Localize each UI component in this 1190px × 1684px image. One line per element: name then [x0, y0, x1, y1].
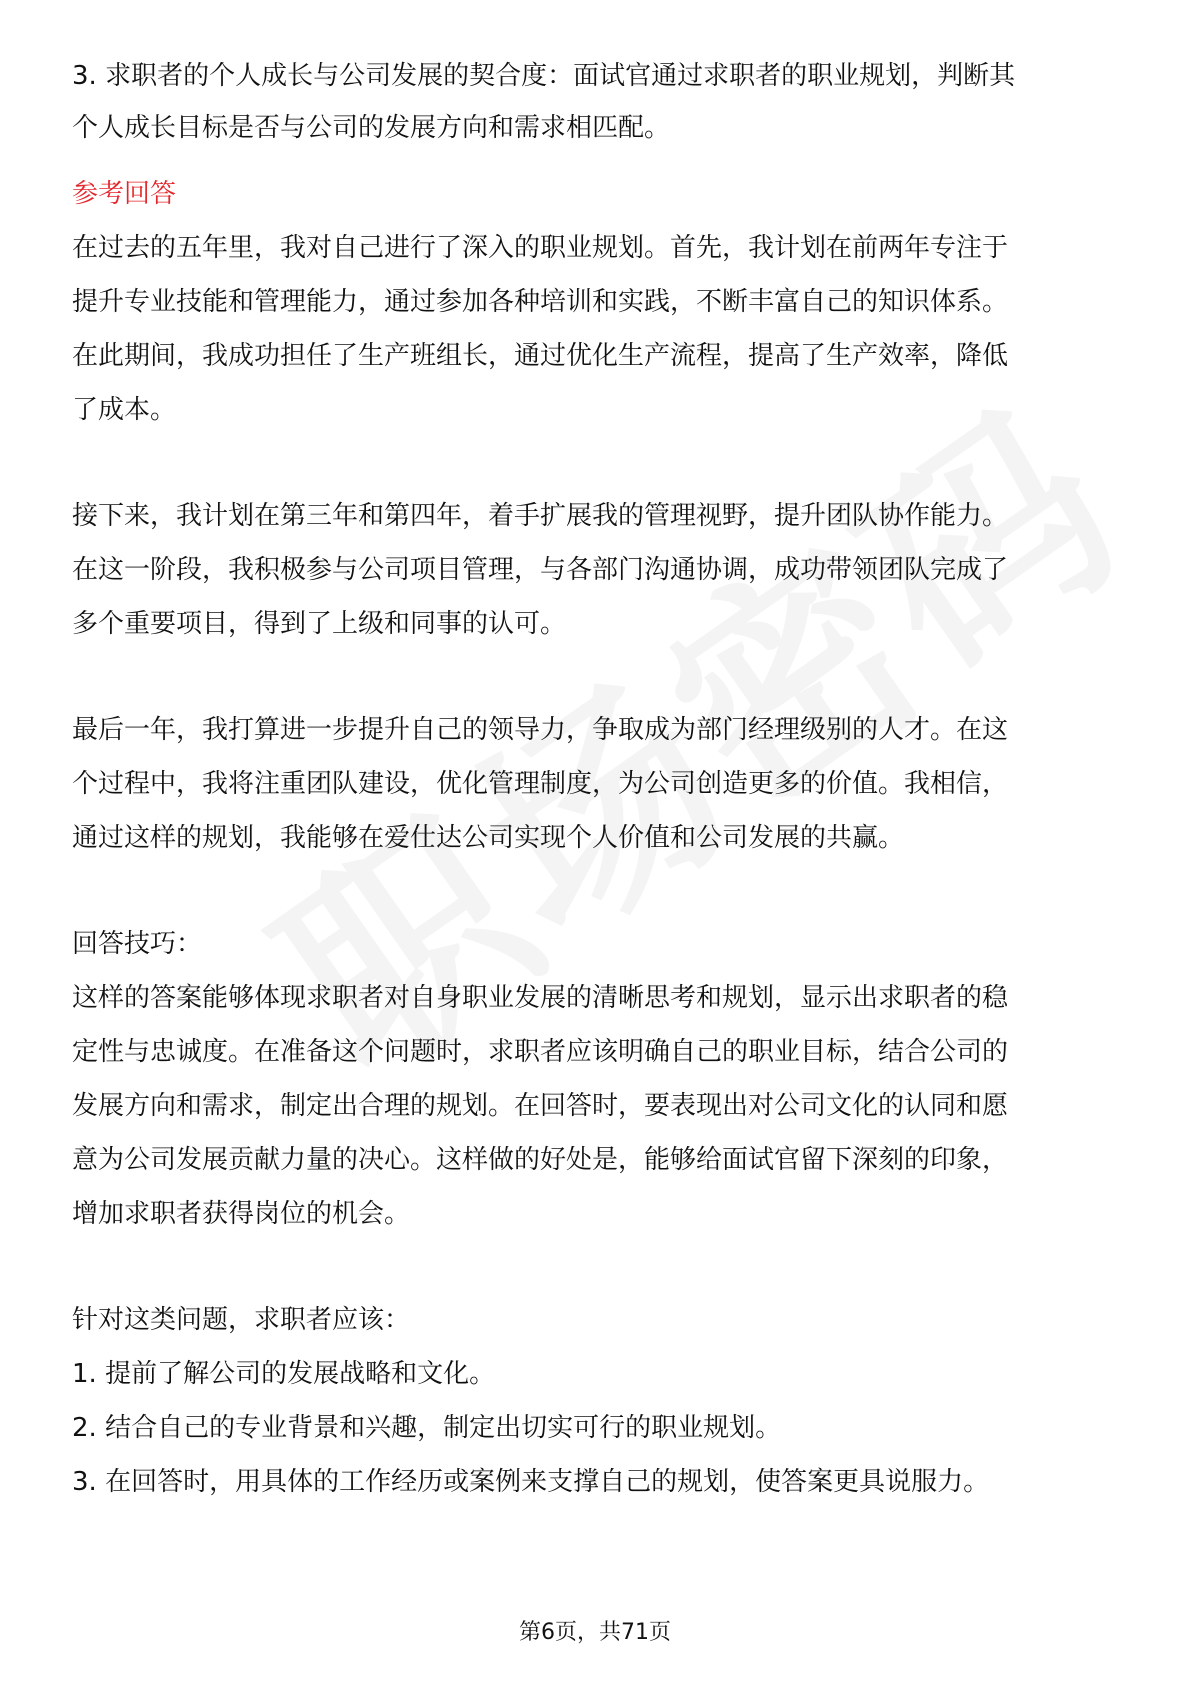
page-footer: 第6页，共71页 — [519, 1620, 671, 1645]
tips-heading: 回答技巧： — [72, 929, 203, 959]
answer-para2-line-2: 在这一阶段，我积极参与公司项目管理，与各部门沟通协调，成功带领团队完成了 — [72, 555, 1009, 585]
tips-para-line-1: 这样的答案能够体现求职者对自身职业发展的清晰思考和规划，显示出求职者的稳 — [72, 983, 1009, 1013]
advice-item-2: 2. 结合自己的专业背景和兴趣，制定出切实可行的职业规划。 — [72, 1413, 782, 1443]
watermark — [195, 431, 1026, 1188]
answer-para2-line-1: 接下来，我计划在第三年和第四年，着手扩展我的管理视野，提升团队协作能力。 — [72, 501, 1009, 531]
answer-para2-line-3: 多个重要项目，得到了上级和同事的认可。 — [72, 609, 567, 639]
tips-para-line-4: 意为公司发展贡献力量的决心。这样做的好处是，能够给面试官留下深刻的印象， — [72, 1145, 1009, 1175]
answer-para1-line-4: 了成本。 — [72, 395, 177, 425]
tips-para-line-3: 发展方向和需求，制定出合理的规划。在回答时，要表现出对公司文化的认同和愿 — [72, 1091, 1009, 1121]
answer-para1-line-3: 在此期间，我成功担任了生产班组长，通过优化生产流程，提高了生产效率，降低 — [72, 341, 1009, 371]
answer-para3-line-3: 通过这样的规划，我能够在爱仕达公司实现个人价值和公司发展的共赢。 — [72, 823, 905, 853]
intro-point3-line-2: 个人成长目标是否与公司的发展方向和需求相匹配。 — [72, 113, 671, 143]
answer-heading: 参考回答 — [72, 179, 177, 209]
advice-heading: 针对这类问题，求职者应该： — [72, 1305, 411, 1335]
tips-para-line-2: 定性与忠诚度。在准备这个问题时，求职者应该明确自己的职业目标，结合公司的 — [72, 1037, 1009, 1067]
tips-para-line-5: 增加求职者获得岗位的机会。 — [72, 1199, 411, 1229]
answer-para3-line-2: 个过程中，我将注重团队建设，优化管理制度，为公司创造更多的价值。我相信， — [72, 769, 1009, 799]
answer-para3-line-1: 最后一年，我打算进一步提升自己的领导力，争取成为部门经理级别的人才。在这 — [72, 715, 1009, 745]
intro-point3-line-1: 3. 求职者的个人成长与公司发展的契合度：面试官通过求职者的职业规划，判断其 — [72, 61, 1016, 91]
answer-para1-line-1: 在过去的五年里，我对自己进行了深入的职业规划。首先，我计划在前两年专注于 — [72, 233, 1009, 263]
advice-item-3: 3. 在回答时，用具体的工作经历或案例来支撑自己的规划，使答案更具说服力。 — [72, 1467, 990, 1497]
answer-para1-line-2: 提升专业技能和管理能力，通过参加各种培训和实践，不断丰富自己的知识体系。 — [72, 287, 1009, 317]
advice-item-1: 1. 提前了解公司的发展战略和文化。 — [72, 1359, 496, 1389]
